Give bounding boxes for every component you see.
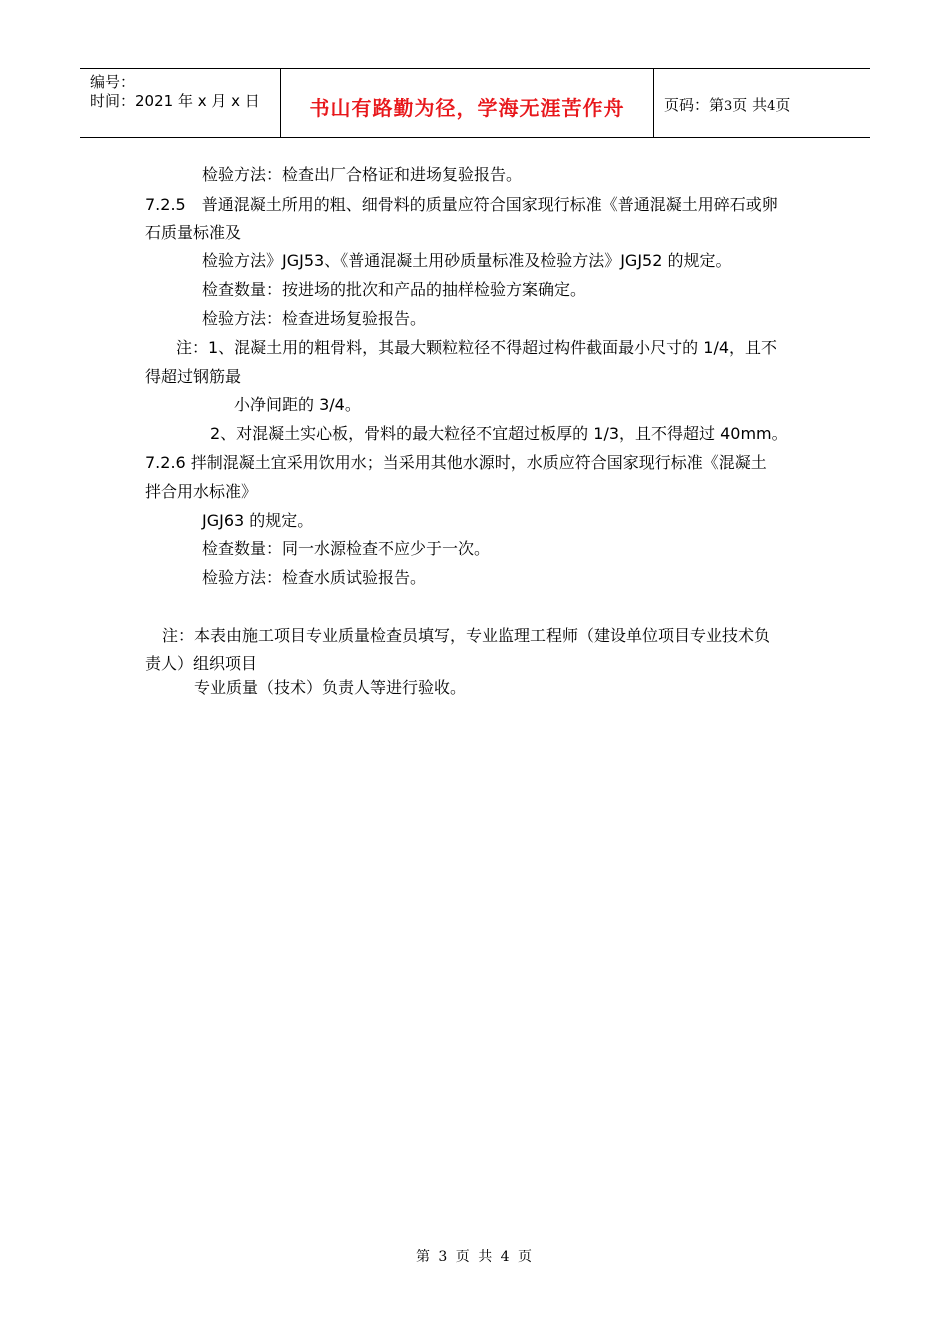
body-line: 小净间距的 3/4。 <box>234 395 361 414</box>
body-line: 注：1、混凝土用的粗骨料，其最大颗粒粒径不得超过构件截面最小尺寸的 1/4，且不 <box>176 338 778 357</box>
body-line: 7.2.6 拌制混凝土宜采用饮用水；当采用其他水源时，水质应符合国家现行标准《混凝土 <box>145 453 767 472</box>
body-line: JGJ63 的规定。 <box>202 511 314 530</box>
page-current: 3 <box>724 99 733 114</box>
body-line: 检验方法：检查水质试验报告。 <box>202 568 427 587</box>
body-line: 检验方法》JGJ53、《普通混凝土用砂质量标准及检验方法》JGJ52 的规定。 <box>202 251 732 270</box>
header-motto-cell <box>281 69 654 137</box>
body-line: 专业质量（技术）负责人等进行验收。 <box>194 678 467 697</box>
body-line: 2、对混凝土实心板，骨料的最大粒径不宜超过板厚的 1/3，且不得超过 40mm。 <box>210 424 788 443</box>
page-total: 4 <box>767 99 776 114</box>
code-label: 编号： <box>90 73 136 91</box>
motto-text: 书山有路勤为径，学海无涯苦作舟 <box>309 96 625 120</box>
body-line: 注：本表由施工项目专业质量检查员填写，专业监理工程师（建设单位项目专业技术负 <box>162 626 771 645</box>
body-line: 检验方法：检查进场复验报告。 <box>202 309 427 328</box>
body-line: 责人）组织项目 <box>145 654 258 673</box>
header-info-cell <box>80 69 281 137</box>
page-header <box>80 68 870 138</box>
page-indicator <box>664 94 790 115</box>
body-line: 拌合用水标准》 <box>145 482 258 501</box>
body-line: 石质量标准及 <box>145 223 242 242</box>
body-line: 检验方法：检查出厂合格证和进场复验报告。 <box>202 165 523 184</box>
page-footer: 第 3 页 共 4 页 <box>415 1249 535 1265</box>
body-line: 检查数量：同一水源检查不应少于一次。 <box>202 539 491 558</box>
page-suffix: 页 <box>775 96 791 114</box>
time-label: 时间：2021 年 x 月 x 日 <box>90 92 260 110</box>
body-line: 得超过钢筋最 <box>145 367 242 386</box>
page-mid: 页 共 <box>732 96 768 114</box>
body-line: 7.2.5 普通混凝土所用的粗、细骨料的质量应符合国家现行标准《普通混凝土用碎石或卵 <box>145 195 778 214</box>
page-prefix: 页码：第 <box>664 96 725 114</box>
body-line: 检查数量：按进场的批次和产品的抽样检验方案确定。 <box>202 280 587 299</box>
